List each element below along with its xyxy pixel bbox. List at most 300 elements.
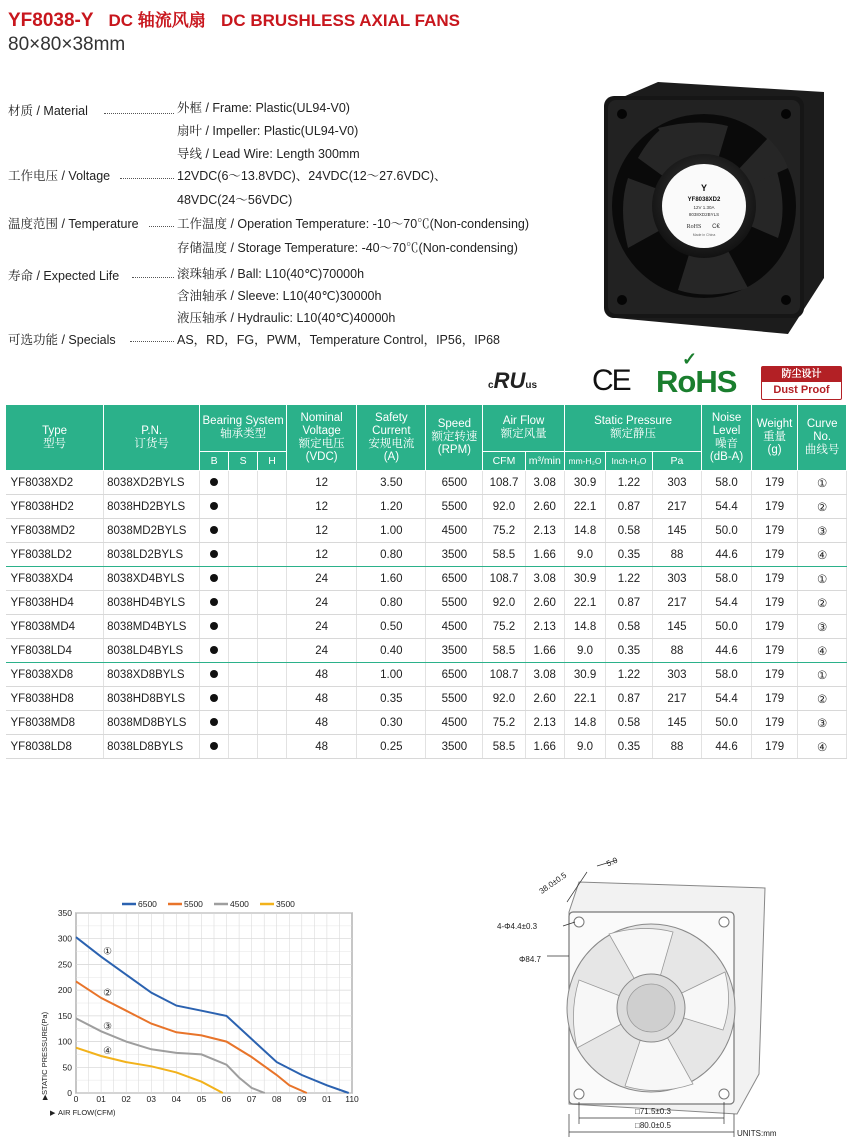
cell-mm: 9.0 — [564, 543, 605, 567]
cell-type: YF8038XD8 — [6, 663, 104, 687]
cell-g: 179 — [751, 471, 797, 495]
cell-curve: ④ — [798, 735, 847, 759]
legend-label: 4500 — [230, 899, 249, 909]
cell-g: 179 — [751, 519, 797, 543]
cell-m3: 3.08 — [525, 471, 564, 495]
legend-label: 5500 — [184, 899, 203, 909]
cell-type: YF8038MD8 — [6, 711, 104, 735]
ce-mark: CE — [592, 364, 630, 397]
cell-rpm: 6500 — [426, 567, 483, 591]
cell-curve: ① — [798, 471, 847, 495]
cell-type: YF8038LD2 — [6, 543, 104, 567]
bullet-icon — [210, 550, 218, 558]
cell-g: 179 — [751, 663, 797, 687]
cell-pa: 303 — [652, 471, 702, 495]
cell-m3: 1.66 — [525, 543, 564, 567]
spec-specials-line1: AS，RD，FG，PWM，Temperature Control，IP56，IP68 — [177, 333, 501, 347]
cell-inch: 0.35 — [606, 639, 652, 663]
cell-pa: 303 — [652, 567, 702, 591]
bearing-ball-cell — [200, 687, 229, 711]
bearing-cell — [229, 735, 258, 759]
cell-g: 179 — [751, 543, 797, 567]
bearing-ball-cell — [200, 639, 229, 663]
fan-label-origin: Made in China — [692, 233, 716, 237]
cell-db: 54.4 — [702, 591, 752, 615]
col-cfm: CFM — [483, 452, 525, 471]
bearing-ball-cell — [200, 567, 229, 591]
bearing-cell — [258, 567, 287, 591]
col-bearing-h: H — [258, 452, 287, 471]
title-cn: DC 轴流风扇 — [108, 11, 206, 30]
cell-cfm: 58.5 — [483, 639, 525, 663]
legend-label: 3500 — [276, 899, 295, 909]
bearing-cell — [258, 735, 287, 759]
cell-rpm: 3500 — [426, 639, 483, 663]
cell-rpm: 4500 — [426, 615, 483, 639]
cell-mm: 14.8 — [564, 519, 605, 543]
y-tick-label: 300 — [57, 933, 72, 944]
cell-pn: 8038LD2BYLS — [104, 543, 200, 567]
leader-dots — [130, 341, 174, 342]
bearing-cell — [229, 687, 258, 711]
cell-g: 179 — [751, 639, 797, 663]
spec-label-voltage: 工作电压 / Voltage — [8, 169, 111, 183]
cell-mm: 9.0 — [564, 735, 605, 759]
cell-curve: ③ — [798, 615, 847, 639]
cell-pa: 303 — [652, 663, 702, 687]
x-tick-label: 01 — [96, 1094, 106, 1104]
bearing-ball-cell — [200, 591, 229, 615]
cell-v: 12 — [287, 471, 357, 495]
y-tick-label: 150 — [57, 1010, 72, 1021]
leader-dots — [149, 226, 174, 227]
col-type: Type 型号 — [6, 405, 104, 471]
table-row — [6, 495, 847, 519]
cell-cfm: 75.2 — [483, 711, 525, 735]
cell-type: YF8038MD4 — [6, 615, 104, 639]
cell-pn: 8038LD8BYLS — [104, 735, 200, 759]
cell-db: 50.0 — [702, 711, 752, 735]
fan-size: 80×80×38mm — [8, 34, 126, 55]
cell-v: 48 — [287, 711, 357, 735]
col-m3min: m³/min — [525, 452, 564, 471]
col-bearing-s: S — [229, 452, 258, 471]
x-tick-label: 07 — [246, 1094, 257, 1104]
cell-g: 179 — [751, 687, 797, 711]
cell-pn: 8038HD8BYLS — [104, 687, 200, 711]
cell-pn: 8038LD4BYLS — [104, 639, 200, 663]
svg-text:Y: Y — [700, 183, 708, 193]
cell-cfm: 58.5 — [483, 735, 525, 759]
cell-mm: 22.1 — [564, 495, 605, 519]
bearing-cell — [229, 519, 258, 543]
cell-rpm: 4500 — [426, 711, 483, 735]
table-row — [6, 687, 847, 711]
dimension-drawing — [497, 852, 807, 1144]
curve-marker: ① — [103, 946, 113, 958]
table-row — [6, 543, 847, 567]
cell-m3: 2.13 — [525, 615, 564, 639]
cell-db: 54.4 — [702, 495, 752, 519]
col-inchh2o: Inch-H₂O — [606, 452, 652, 471]
cell-pa: 145 — [652, 519, 702, 543]
x-tick-label: 09 — [297, 1094, 307, 1104]
cell-inch: 1.22 — [606, 471, 652, 495]
x-tick-label: 110 — [345, 1094, 359, 1104]
cell-mm: 22.1 — [564, 687, 605, 711]
cell-mm: 14.8 — [564, 711, 605, 735]
cell-g: 179 — [751, 567, 797, 591]
rohs-mark: ✓ RoHS — [656, 349, 737, 399]
chart-legend — [122, 899, 295, 909]
spec-life-line2: 含油轴承 / Sleeve: L10(40℃)30000h — [177, 289, 382, 303]
bearing-cell — [258, 663, 287, 687]
cell-inch: 0.87 — [606, 687, 652, 711]
col-pn: P.N. 订货号 — [104, 405, 200, 471]
bearing-ball-cell — [200, 495, 229, 519]
cell-inch: 0.87 — [606, 591, 652, 615]
cell-type: YF8038XD2 — [6, 471, 104, 495]
bearing-cell — [258, 687, 287, 711]
bearing-ball-cell — [200, 471, 229, 495]
spec-voltage-line1: 12VDC(6～13.8VDC)、24VDC(12～27.6VDC)、 — [177, 169, 447, 183]
cell-mm: 30.9 — [564, 471, 605, 495]
leader-dots — [132, 277, 174, 278]
cell-curve: ① — [798, 567, 847, 591]
cell-v: 24 — [287, 567, 357, 591]
table-row — [6, 639, 847, 663]
bullet-icon — [210, 670, 218, 678]
cell-mm: 9.0 — [564, 639, 605, 663]
cell-curve: ② — [798, 687, 847, 711]
col-pressure: Static Pressure 额定静压 — [564, 405, 701, 452]
y-tick-label: 350 — [57, 908, 72, 918]
cell-inch: 1.22 — [606, 663, 652, 687]
col-pa: Pa — [652, 452, 702, 471]
col-curve: Curve No. 曲线号 — [798, 405, 847, 471]
bearing-cell — [229, 663, 258, 687]
cell-db: 50.0 — [702, 615, 752, 639]
curve-marker: ④ — [103, 1045, 113, 1057]
dim-ear: 5.0 — [605, 855, 619, 869]
spec-label-temperature: 温度范围 / Temperature — [8, 217, 139, 231]
y-tick-label: 0 — [67, 1088, 72, 1098]
fan-label-rohs: RoHS — [686, 224, 702, 230]
table-row — [6, 519, 847, 543]
bullet-icon — [210, 502, 218, 510]
bearing-ball-cell — [200, 543, 229, 567]
spec-life-line1: 滚珠轴承 / Ball: L10(40℃)70000h — [177, 267, 365, 281]
bullet-icon — [210, 694, 218, 702]
cell-cfm: 75.2 — [483, 615, 525, 639]
cell-a: 0.35 — [357, 687, 426, 711]
cell-cfm: 92.0 — [483, 687, 525, 711]
spec-material-line1: 外框 / Frame: Plastic(UL94-V0) — [177, 101, 350, 115]
cell-curve: ② — [798, 495, 847, 519]
dim-holes: 4-Φ4.4±0.3 — [497, 922, 538, 931]
y-tick-label: 200 — [57, 985, 72, 996]
bullet-icon — [210, 718, 218, 726]
cell-cfm: 108.7 — [483, 567, 525, 591]
bearing-ball-cell — [200, 663, 229, 687]
bullet-icon — [210, 622, 218, 630]
cell-cfm: 75.2 — [483, 519, 525, 543]
bearing-cell — [258, 711, 287, 735]
cell-rpm: 5500 — [426, 495, 483, 519]
cell-db: 58.0 — [702, 567, 752, 591]
cell-a: 0.80 — [357, 591, 426, 615]
leader-dots — [104, 113, 174, 114]
cell-rpm: 3500 — [426, 735, 483, 759]
fan-label-model: YF8038XD2 — [687, 197, 721, 203]
dim-pitch: □71.5±0.3 — [635, 1107, 671, 1116]
leader-dots — [120, 178, 174, 179]
cell-inch: 0.58 — [606, 711, 652, 735]
dim-frame: □80.0±0.5 — [635, 1121, 671, 1130]
cell-a: 0.80 — [357, 543, 426, 567]
spec-label-specials: 可选功能 / Specials — [8, 333, 116, 347]
dust-proof-en: Dust Proof — [773, 384, 830, 396]
cell-cfm: 108.7 — [483, 471, 525, 495]
col-weight: Weight 重量 (g) — [751, 405, 797, 471]
cell-a: 0.50 — [357, 615, 426, 639]
spec-material-line2: 扇叶 / Impeller: Plastic(UL94-V0) — [177, 124, 359, 138]
bearing-cell — [258, 543, 287, 567]
cell-pn: 8038MD8BYLS — [104, 711, 200, 735]
bearing-cell — [258, 639, 287, 663]
cell-curve: ③ — [798, 519, 847, 543]
cell-curve: ③ — [798, 711, 847, 735]
cell-m3: 2.60 — [525, 495, 564, 519]
dust-proof-cn: 防尘设计 — [762, 367, 841, 382]
cell-inch: 0.58 — [606, 519, 652, 543]
spec-table — [5, 404, 847, 759]
table-row — [6, 735, 847, 759]
col-current: Safety Current 安规电流 (A) — [357, 405, 426, 471]
cell-pa: 145 — [652, 711, 702, 735]
chart-grid — [76, 913, 352, 1093]
cell-v: 24 — [287, 615, 357, 639]
bearing-ball-cell — [200, 711, 229, 735]
cell-a: 1.60 — [357, 567, 426, 591]
x-tick-label: 04 — [171, 1094, 182, 1104]
cell-pa: 217 — [652, 495, 702, 519]
bearing-cell — [258, 615, 287, 639]
cell-v: 24 — [287, 591, 357, 615]
table-row — [6, 567, 847, 591]
x-tick-label: 06 — [221, 1094, 232, 1104]
cell-g: 179 — [751, 711, 797, 735]
cell-curve: ④ — [798, 639, 847, 663]
cell-a: 3.50 — [357, 471, 426, 495]
bearing-ball-cell — [200, 519, 229, 543]
bearing-cell — [229, 639, 258, 663]
cell-inch: 0.35 — [606, 735, 652, 759]
cell-a: 0.30 — [357, 711, 426, 735]
spec-voltage-line2: 48VDC(24～56VDC) — [177, 193, 293, 207]
x-tick-label: 02 — [121, 1094, 131, 1104]
cell-a: 1.00 — [357, 519, 426, 543]
model-name: YF8038-Y — [8, 10, 94, 31]
cell-cfm: 58.5 — [483, 543, 525, 567]
cell-m3: 2.13 — [525, 519, 564, 543]
cell-type: YF8038LD4 — [6, 639, 104, 663]
fan-label-rating: 12V 1.30A — [693, 205, 715, 210]
table-row — [6, 615, 847, 639]
bearing-cell — [229, 567, 258, 591]
cell-a: 1.20 — [357, 495, 426, 519]
cell-type: YF8038MD2 — [6, 519, 104, 543]
cell-type: YF8038HD8 — [6, 687, 104, 711]
spec-label-material: 材质 / Material — [8, 104, 88, 118]
cell-pa: 88 — [652, 543, 702, 567]
spec-temp-line2: 存储温度 / Storage Temperature: -40～70℃(Non-condensing) — [177, 241, 518, 255]
cell-pa: 145 — [652, 615, 702, 639]
bullet-icon — [210, 646, 218, 654]
x-tick-label: 03 — [146, 1094, 157, 1104]
cell-g: 179 — [751, 615, 797, 639]
bullet-icon — [210, 598, 218, 606]
bearing-cell — [258, 519, 287, 543]
cell-pn: 8038HD2BYLS — [104, 495, 200, 519]
cell-a: 0.25 — [357, 735, 426, 759]
col-airflow: Air Flow 额定风量 — [483, 405, 565, 452]
legend-label: 6500 — [138, 899, 157, 909]
cell-rpm: 4500 — [426, 519, 483, 543]
cell-m3: 1.66 — [525, 639, 564, 663]
cell-inch: 1.22 — [606, 567, 652, 591]
cell-pn: 8038XD8BYLS — [104, 663, 200, 687]
cell-db: 54.4 — [702, 687, 752, 711]
y-tick-label: 100 — [57, 1036, 72, 1047]
table-body — [6, 471, 847, 759]
cell-pa: 88 — [652, 735, 702, 759]
bearing-cell — [258, 591, 287, 615]
y-tick-label: 50 — [62, 1062, 72, 1073]
bearing-cell — [229, 495, 258, 519]
chart-ylabel: STATIC PRESSURE(Pa) — [40, 1011, 49, 1095]
cell-m3: 1.66 — [525, 735, 564, 759]
cell-v: 12 — [287, 519, 357, 543]
bearing-cell — [229, 615, 258, 639]
spec-temp-line1: 工作温度 / Operation Temperature: -10～70℃(Non-condensing) — [177, 217, 530, 231]
cell-g: 179 — [751, 735, 797, 759]
cell-v: 48 — [287, 735, 357, 759]
cell-cfm: 108.7 — [483, 663, 525, 687]
cell-db: 44.6 — [702, 543, 752, 567]
cell-m3: 3.08 — [525, 567, 564, 591]
spec-label-life: 寿命 / Expected Life — [8, 269, 120, 283]
cell-mm: 30.9 — [564, 567, 605, 591]
bearing-cell — [258, 495, 287, 519]
cell-pa: 217 — [652, 591, 702, 615]
table-row — [6, 663, 847, 687]
y-tick-label: 250 — [57, 959, 72, 970]
fan-label-pn: 8038XD2BYLS — [688, 212, 720, 217]
dim-depth: 38.0±0.5 — [537, 870, 569, 896]
cell-db: 58.0 — [702, 471, 752, 495]
cell-type: YF8038LD8 — [6, 735, 104, 759]
cell-inch: 0.87 — [606, 495, 652, 519]
cell-pn: 8038XD2BYLS — [104, 471, 200, 495]
xlabel-arrow-icon: ▶ — [50, 1110, 56, 1117]
cell-mm: 30.9 — [564, 663, 605, 687]
cell-type: YF8038HD2 — [6, 495, 104, 519]
cell-rpm: 3500 — [426, 543, 483, 567]
bearing-cell — [258, 471, 287, 495]
dim-diameter: Φ84.7 — [519, 955, 541, 964]
cell-v: 48 — [287, 687, 357, 711]
x-tick-label: 0 — [73, 1094, 79, 1104]
cell-curve: ④ — [798, 543, 847, 567]
cell-g: 179 — [751, 591, 797, 615]
col-speed: Speed 额定转速 (RPM) — [426, 405, 483, 471]
curve-marker: ② — [103, 987, 113, 999]
x-tick-label: 05 — [196, 1094, 207, 1104]
col-voltage: Nominal Voltage 额定电压 (VDC) — [287, 405, 357, 471]
cell-cfm: 92.0 — [483, 495, 525, 519]
bullet-icon — [210, 574, 218, 582]
cell-db: 50.0 — [702, 519, 752, 543]
x-tick-label: 01 — [322, 1094, 332, 1104]
col-mmh2o: mm-H₂O — [564, 452, 605, 471]
cell-m3: 2.60 — [525, 687, 564, 711]
ylabel-arrow-icon: ▶ — [42, 1094, 49, 1100]
ul-mark: cRUus — [488, 368, 538, 393]
spec-life-line3: 液压轴承 / Hydraulic: L10(40℃)40000h — [177, 311, 396, 325]
chart-xlabel: AIR FLOW(CFM) — [58, 1108, 116, 1117]
bearing-cell — [229, 591, 258, 615]
cell-type: YF8038XD4 — [6, 567, 104, 591]
cell-db: 44.6 — [702, 639, 752, 663]
bullet-icon — [210, 742, 218, 750]
cell-g: 179 — [751, 495, 797, 519]
bearing-ball-cell — [200, 735, 229, 759]
cell-m3: 2.13 — [525, 711, 564, 735]
table-row — [6, 711, 847, 735]
bearing-cell — [229, 711, 258, 735]
dust-proof-badge — [761, 366, 842, 400]
cell-v: 24 — [287, 639, 357, 663]
spec-material-line3: 导线 / Lead Wire: Length 300mm — [177, 147, 360, 161]
col-bearing: Bearing System 轴承类型 — [200, 405, 287, 452]
pq-chart — [30, 895, 370, 1120]
cell-rpm: 5500 — [426, 591, 483, 615]
cell-pn: 8038HD4BYLS — [104, 591, 200, 615]
cell-rpm: 6500 — [426, 663, 483, 687]
cell-v: 48 — [287, 663, 357, 687]
page-title — [8, 6, 460, 32]
cell-pn: 8038MD2BYLS — [104, 519, 200, 543]
bearing-ball-cell — [200, 615, 229, 639]
cell-inch: 0.35 — [606, 543, 652, 567]
bullet-icon — [210, 526, 218, 534]
cell-rpm: 6500 — [426, 471, 483, 495]
x-tick-label: 08 — [271, 1094, 282, 1104]
bullet-icon — [210, 478, 218, 486]
cell-curve: ① — [798, 663, 847, 687]
title-en: DC BRUSHLESS AXIAL FANS — [221, 11, 461, 30]
cell-v: 12 — [287, 495, 357, 519]
table-row — [6, 591, 847, 615]
cell-pn: 8038XD4BYLS — [104, 567, 200, 591]
cell-pa: 88 — [652, 639, 702, 663]
check-icon: ✓ — [682, 349, 697, 369]
cell-pn: 8038MD4BYLS — [104, 615, 200, 639]
cell-db: 44.6 — [702, 735, 752, 759]
cell-curve: ② — [798, 591, 847, 615]
cell-mm: 22.1 — [564, 591, 605, 615]
